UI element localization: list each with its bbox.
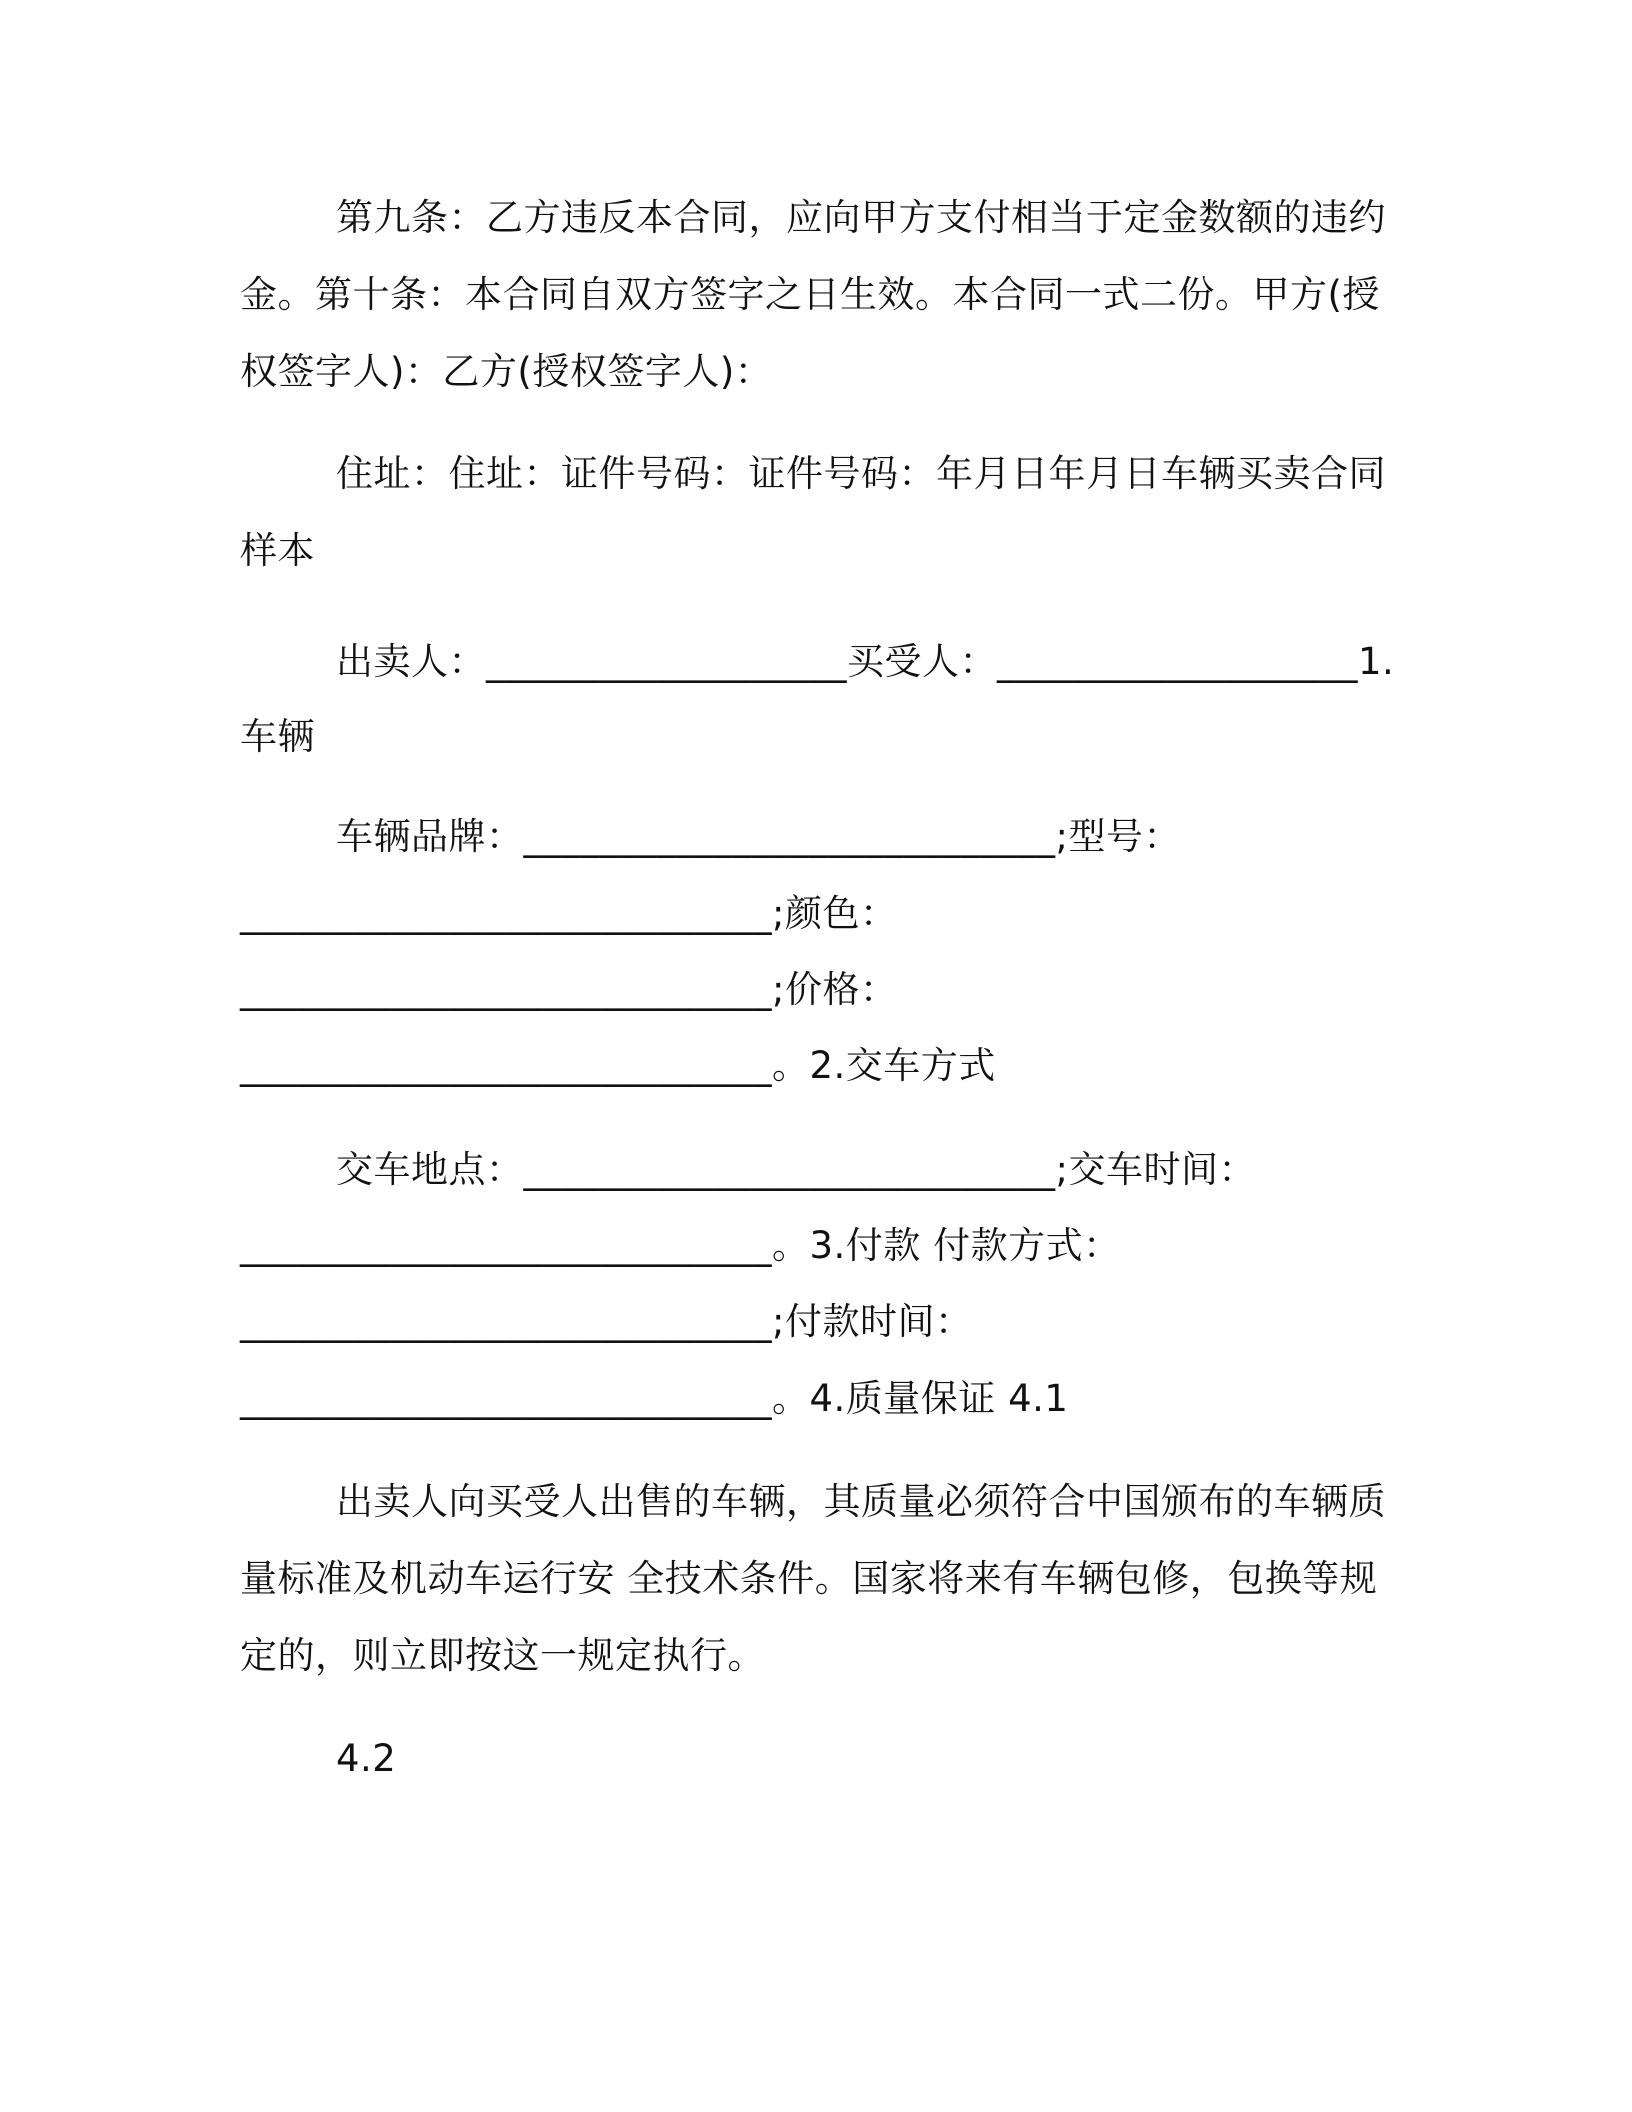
- vehicle-model-line: ____________________________;颜色：: [240, 892, 898, 935]
- payment-time-line: ____________________________。4.质量保证 4.1: [240, 1377, 1069, 1420]
- signatories-line: 权签字人)：乙方(授权签字人)：: [240, 350, 773, 393]
- clause-nine-line-1: 第九条：乙方违反本合同，应向甲方支付相当于定金数额的违约: [336, 196, 1386, 239]
- vehicle-brand-line: 车辆品牌：____________________________;型号：: [336, 815, 1181, 858]
- seller-buyer-line: 出卖人：___________________买受人：___________________1.: [336, 640, 1395, 683]
- sample-title-line: 样本: [240, 529, 315, 572]
- vehicle-color-line: ____________________________;价格：: [240, 968, 898, 1011]
- payment-method-line: ____________________________;付款时间：: [240, 1300, 973, 1343]
- quality-line-1: 出卖人向买受人出售的车辆，其质量必须符合中国颁布的车辆质: [336, 1480, 1386, 1523]
- clause-ten-line: 金。第十条：本合同自双方签字之日生效。本合同一式二份。甲方(授: [240, 273, 1380, 316]
- section-4-2-heading: 4.2: [336, 1737, 397, 1780]
- vehicle-heading: 车辆: [240, 715, 315, 758]
- delivery-place-line: 交车地点：____________________________;交车时间：: [336, 1148, 1256, 1191]
- quality-line-3: 定的，则立即按这一规定执行。: [240, 1634, 765, 1677]
- address-id-line: 住址：住址：证件号码：证件号码：年月日年月日车辆买卖合同: [336, 452, 1386, 495]
- quality-line-2: 量标准及机动车运行安 全技术条件。国家将来有车辆包修，包换等规: [240, 1557, 1378, 1600]
- delivery-time-line: ____________________________。3.付款 付款方式：: [240, 1224, 1121, 1267]
- vehicle-price-line: ____________________________。2.交车方式: [240, 1044, 996, 1087]
